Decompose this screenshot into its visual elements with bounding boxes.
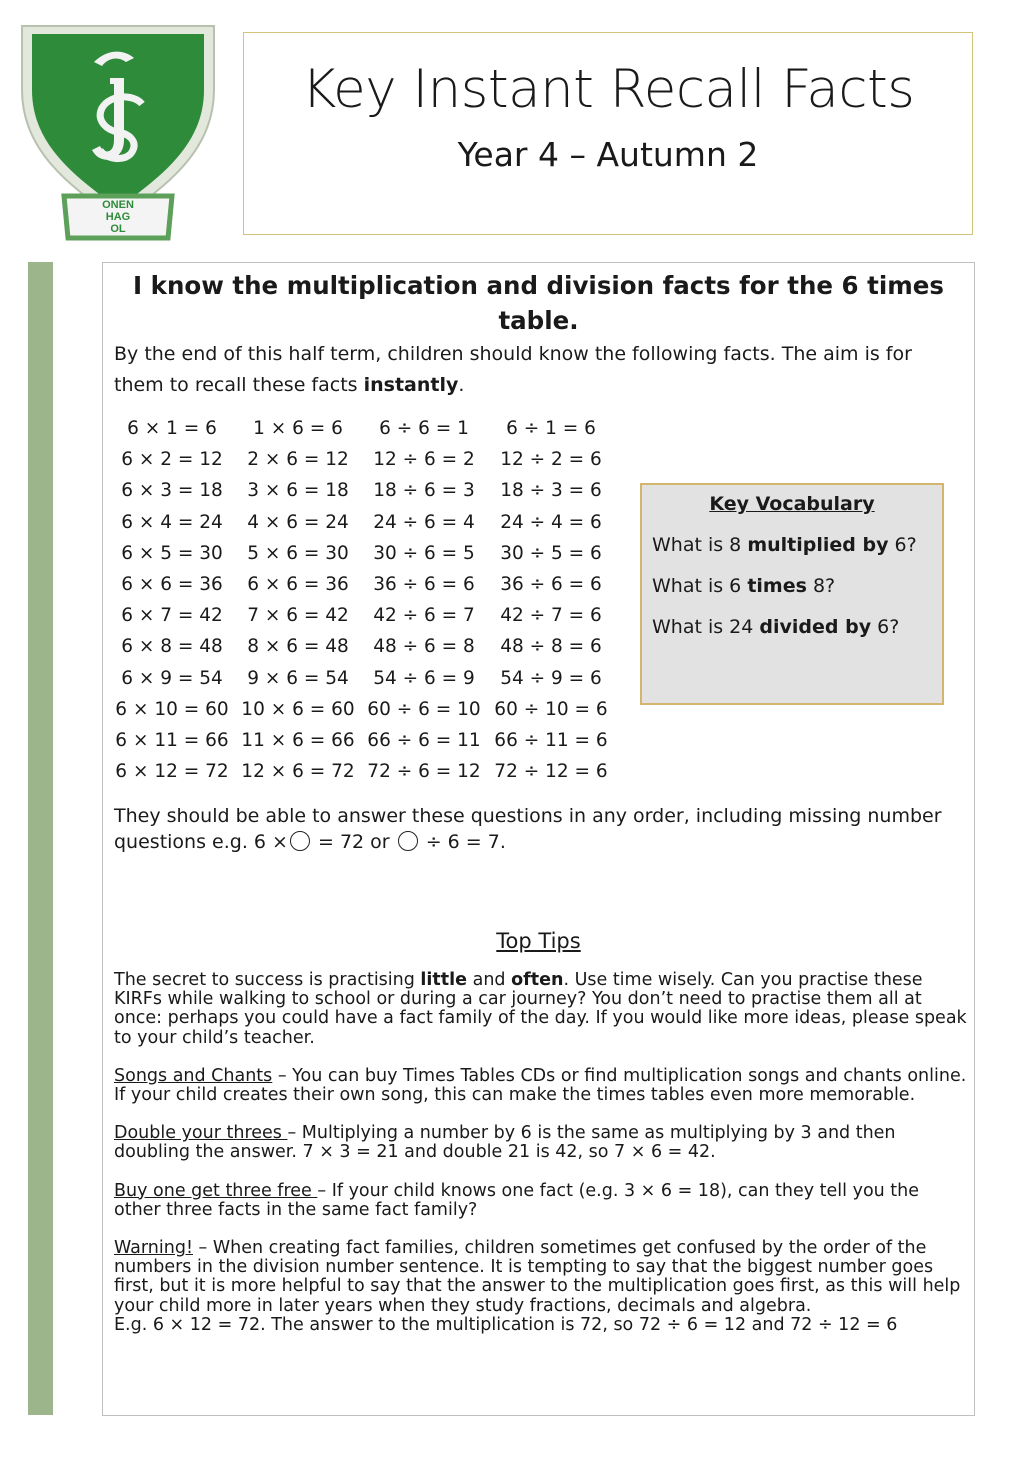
fact-cell: 7 × 6 = 42 [247,605,349,627]
title-box [243,32,973,235]
fact-cell: 6 × 7 = 42 [121,605,223,627]
missing-number-circle-icon [290,831,310,851]
fact-cell: 72 ÷ 6 = 12 [367,761,481,783]
fact-cell: 30 ÷ 6 = 5 [373,542,475,564]
fact-cell: 66 ÷ 6 = 11 [367,730,481,751]
fact-cell: 6 × 3 = 18 [121,480,223,502]
tip1-bold-little: little [420,970,468,990]
fact-cell: 54 ÷ 9 = 6 [500,667,602,689]
vocab-q1-post: 6? [888,534,917,556]
fact-cell: 6 × 5 = 30 [121,542,223,564]
fact-cell: 24 ÷ 4 = 6 [500,511,602,533]
tip4-text: – If your child knows one fact (e.g. 3 × 6 = 18), can they tell you the other three facts in the same fact family? [114,1180,920,1220]
fact-cell: 12 × 6 = 72 [241,761,355,783]
order-text-mid: = 72 or [311,831,396,853]
fact-cell: 9 × 6 = 54 [247,667,349,689]
intro-end: . [458,374,465,396]
fact-cell: 54 ÷ 6 = 9 [373,667,475,689]
vocab-q1-term: multiplied by [747,534,889,556]
tip1-bold-often: often [511,970,564,990]
vocab-q2-pre: What is 6 [652,575,748,597]
fact-cell: 6 × 11 = 66 [115,730,229,751]
fact-cell: 60 ÷ 10 = 6 [494,698,608,720]
tip-double-your-threes [114,1124,970,1162]
vocab-q3-pre: What is 24 [652,616,760,638]
tip2-text: – You can buy Times Tables CDs or find multiplication songs and chants online. If your child creates their own song, this can make the times tables even more memorable. [114,1065,967,1106]
page-subtitle: Year 4 – Autumn 2 [457,135,759,174]
vocab-q1-pre: What is 8 [652,534,748,556]
fact-cell: 6 × 8 = 48 [121,636,223,658]
logo-motto-line-1: ONEN [102,199,134,211]
intro-text: By the end of this half term, children should know the following facts. The aim is for them to recall these facts [114,343,912,396]
fact-cell: 36 ÷ 6 = 6 [500,574,602,595]
top-tips-heading: Top Tips [496,929,581,953]
missing-number-circle-icon [398,831,418,851]
key-vocabulary-box [640,483,944,705]
top-tips-list [114,971,970,1354]
tip2-label: Songs and Chants [114,1065,273,1086]
fact-cell: 12 ÷ 6 = 2 [373,449,475,471]
fact-cell: 18 ÷ 3 = 6 [500,480,602,502]
order-text-start: They should be able to answer these questions in any order, including missing number questions e.g. 6 × [114,805,942,853]
fact-cell: 42 ÷ 7 = 6 [500,605,602,627]
tip5-example: E.g. 6 × 12 = 72. The answer to the multiplication is 72, so 72 ÷ 6 = 12 and 72 ÷ 12 = 6 [114,1314,898,1335]
fact-cell: 10 × 6 = 60 [241,698,355,720]
tip1-text-a: The secret to success is practising [114,970,421,990]
tip-buy-one-get-three-free [114,1182,970,1220]
fact-cell: 6 × 6 = 36 [121,574,223,595]
tip1-text-c: and [467,970,512,990]
logo-motto-line-3: OL [110,223,126,235]
school-crest-logo [18,20,218,246]
fact-cell: 36 ÷ 6 = 6 [373,574,475,595]
tip1-text-d: . Use time wisely. Can you practise these KIRFs while walking to school or during a car journey? You don’t need to practise them all at once: perhaps you could have a fact family of the day. If you would like more ideas, please speak to your child’s teacher. [114,970,967,1048]
fact-cell: 4 × 6 = 24 [247,511,349,533]
vocab-question-1 [642,532,942,558]
fact-cell: 6 × 4 = 24 [121,511,223,533]
fact-cell: 12 ÷ 2 = 6 [500,449,602,471]
vocab-question-2 [642,573,942,599]
fact-cell: 3 × 6 = 18 [247,480,349,502]
content-panel [102,262,975,1416]
vocab-q3-post: 6? [871,616,900,638]
fact-cell: 42 ÷ 6 = 7 [373,605,475,627]
objective-heading: I know the multiplication and division facts for the 6 times table. [133,271,944,335]
fact-cell: 6 × 6 = 36 [247,574,349,595]
tip-practise [114,971,970,1048]
fact-cell: 6 × 12 = 72 [115,761,229,783]
fact-cell: 2 × 6 = 12 [247,449,349,471]
tip5-label: Warning! [114,1238,193,1259]
fact-cell: 48 ÷ 8 = 6 [500,636,602,658]
fact-cell: 1 × 6 = 6 [253,418,343,439]
vocab-q3-term: divided by [759,616,872,638]
fact-cell: 66 ÷ 11 = 6 [494,730,608,751]
tip3-label: Double your threes [114,1123,288,1144]
vocab-title: Key Vocabulary [709,493,875,515]
fact-cell: 6 × 10 = 60 [115,698,229,720]
fact-cell: 6 × 9 = 54 [121,667,223,689]
fact-cell: 30 ÷ 5 = 6 [500,542,602,564]
vocab-q2-post: 8? [806,575,836,597]
fact-cell: 6 ÷ 6 = 1 [379,418,469,439]
tip-warning [114,1239,970,1335]
any-order-paragraph [114,803,966,855]
vocab-q2-term: times [747,575,807,597]
fact-cell: 6 ÷ 1 = 6 [506,418,596,439]
tip-songs-and-chants [114,1067,970,1105]
fact-cell: 18 ÷ 6 = 3 [373,480,475,502]
tip4-label: Buy one get three free [114,1180,318,1201]
vocab-question-3 [642,614,942,640]
fact-cell: 5 × 6 = 30 [247,542,349,564]
fact-cell: 72 ÷ 12 = 6 [494,761,608,783]
fact-cell: 11 × 6 = 66 [241,730,355,751]
decorative-side-bar [28,262,53,1415]
tip5-text: – When creating fact families, children sometimes get confused by the order of the numbers in the division number sentence. It is tempting to say that the biggest number goes first, but it is more helpful to say that the answer to the multiplication goes first, as this will help your child more in later years when they study fractions, decimals and algebra. [114,1238,961,1316]
fact-cell: 8 × 6 = 48 [247,636,349,658]
intro-paragraph [114,339,966,401]
fact-cell: 60 ÷ 6 = 10 [367,698,481,720]
order-text-end: ÷ 6 = 7. [419,831,506,853]
fact-cell: 6 × 1 = 6 [127,418,217,439]
fact-cell: 6 × 2 = 12 [121,449,223,471]
logo-motto-line-2: HAG [105,211,131,223]
page-title: Key Instant Recall Facts [301,59,915,120]
fact-cell: 24 ÷ 6 = 4 [373,511,475,533]
intro-bold-word: instantly [363,374,459,396]
tip3-text: – Multiplying a number by 6 is the same as multiplying by 3 and then doubling the answer. 7 × 3 = 21 and double 21 is 42, so 7 × 6 = 42. [114,1123,896,1163]
fact-cell: 48 ÷ 6 = 8 [373,636,475,658]
